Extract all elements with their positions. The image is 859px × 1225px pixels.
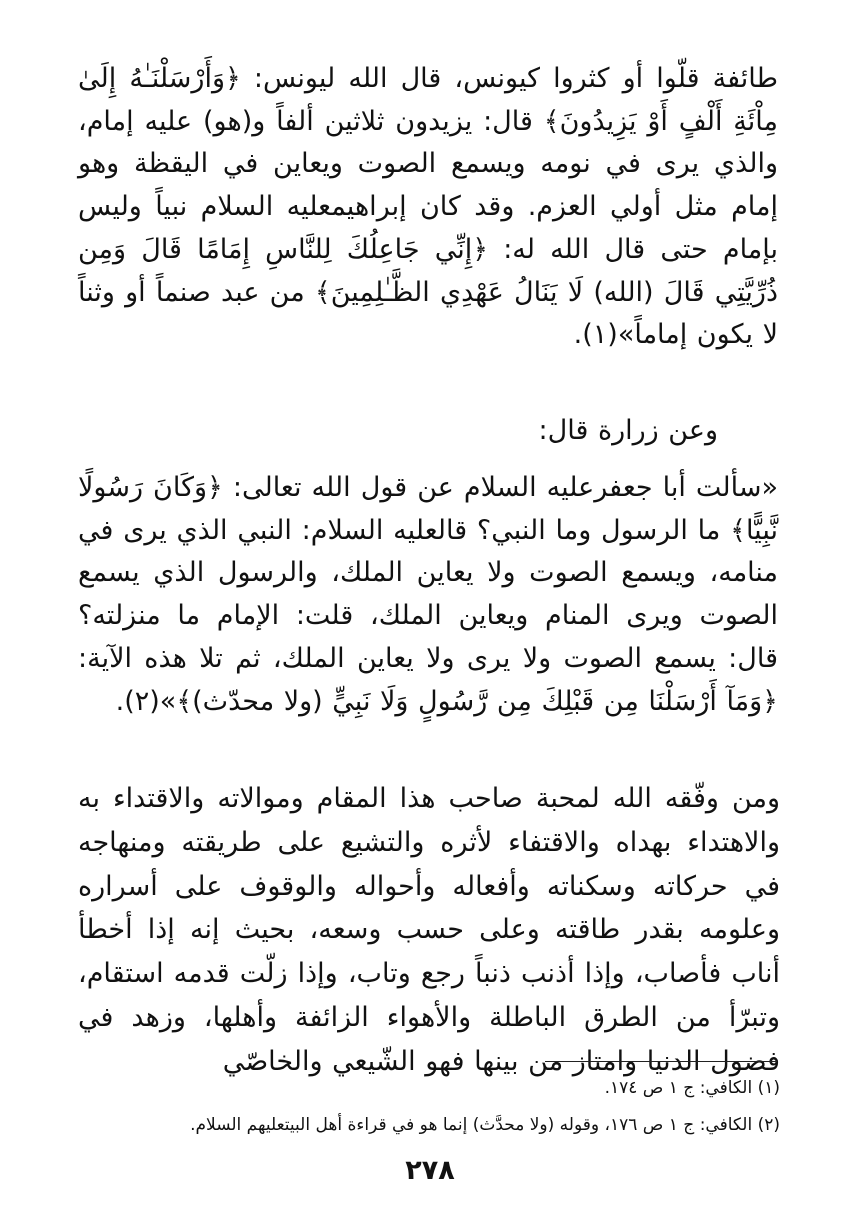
footnote-2: (٢) الكافي: ج ١ ص ١٧٦، وقوله (ولا محدَّث) إنما هو في قراءة أهل البيتعليهم السلام. [190, 1115, 780, 1135]
quote-block-2: «سألت أبا جعفرعليه السلام عن قول الله تعالى: ﴿وَكَانَ رَسُولًا نَّبِيًّا﴾ ما الرسول وما النبي؟ قالعليه السلام: النبي الذي يرى في منامه، ويسمع الصوت ولا يعاين الملك، والرسول الذي يسمع الصوت ويرى المنام ويعاين الملك، قلت: الإمام ما منزلته؟ قال: يسمع الصوت ولا يرى ولا يعاين الملك، ثم تلا هذه الآية: ﴿وَمَآ أَرْسَلْنَا مِن قَبْلِكَ مِن رَّسُولٍ وَلَا نَبِيٍّ (ولا محدّث)﴾»(٢). [78, 472, 778, 717]
page-number: ٢٧٨ [405, 1155, 455, 1186]
footnote-1: (١) الكافي: ج ١ ص ١٧٤. [604, 1078, 780, 1098]
quote-block-1: طائفة قلّوا أو كثروا كيونس، قال الله ليونس: ﴿وَأَرْسَلْنَـٰهُ إِلَىٰ مِاْئَةِ أَلْفٍ أَوْ يَزِيدُونَ﴾ قال: يزيدون ثلاثين ألفاً و(هو) عليه إمام، والذي يرى في نومه ويسمع الصوت ويعاين في اليقظة وهو إمام مثل أولي العزم. وقد كان إبراهيمعليه السلام نبياً وليس بإمام حتى قال الله له: ﴿إِنِّي جَاعِلُكَ لِلنَّاسِ إِمَامًا قَالَ وَمِن ذُرِّيَّتِي قَالَ (الله) لَا يَنَالُ عَهْدِي الظَّـٰلِمِينَ﴾ من عبد صنماً أو وثناً لا يكون إماماً»(١). [78, 63, 778, 351]
footnotes [120, 1070, 780, 1144]
narration-intro: وعن زرارة قال: [538, 415, 718, 446]
body-paragraph: ومن وفّقه الله لمحبة صاحب هذا المقام وموالاته والاقتداء به والاهتداء بهداه والاقتفاء لأثره والتشيع على طريقته ومنهاجه في حركاته وسكناته وأفعاله وأحواله والوقوف على أسراره وعلومه بقدر طاقته وعلى حسب وسعه، بحيث إنه إذا أخطأ أناب فأصاب، وإذا أذنب ذنباً رجع وتاب، وإذا زلّت قدمه استقام، وتبرّأ من الطرق الباطلة والأهواء الزائفة وأهلها، وزهد في فضول الدنيا وامتاز من بينها فهو الشّيعي والخاصّي [78, 783, 780, 1077]
footnote-separator [545, 1061, 777, 1062]
